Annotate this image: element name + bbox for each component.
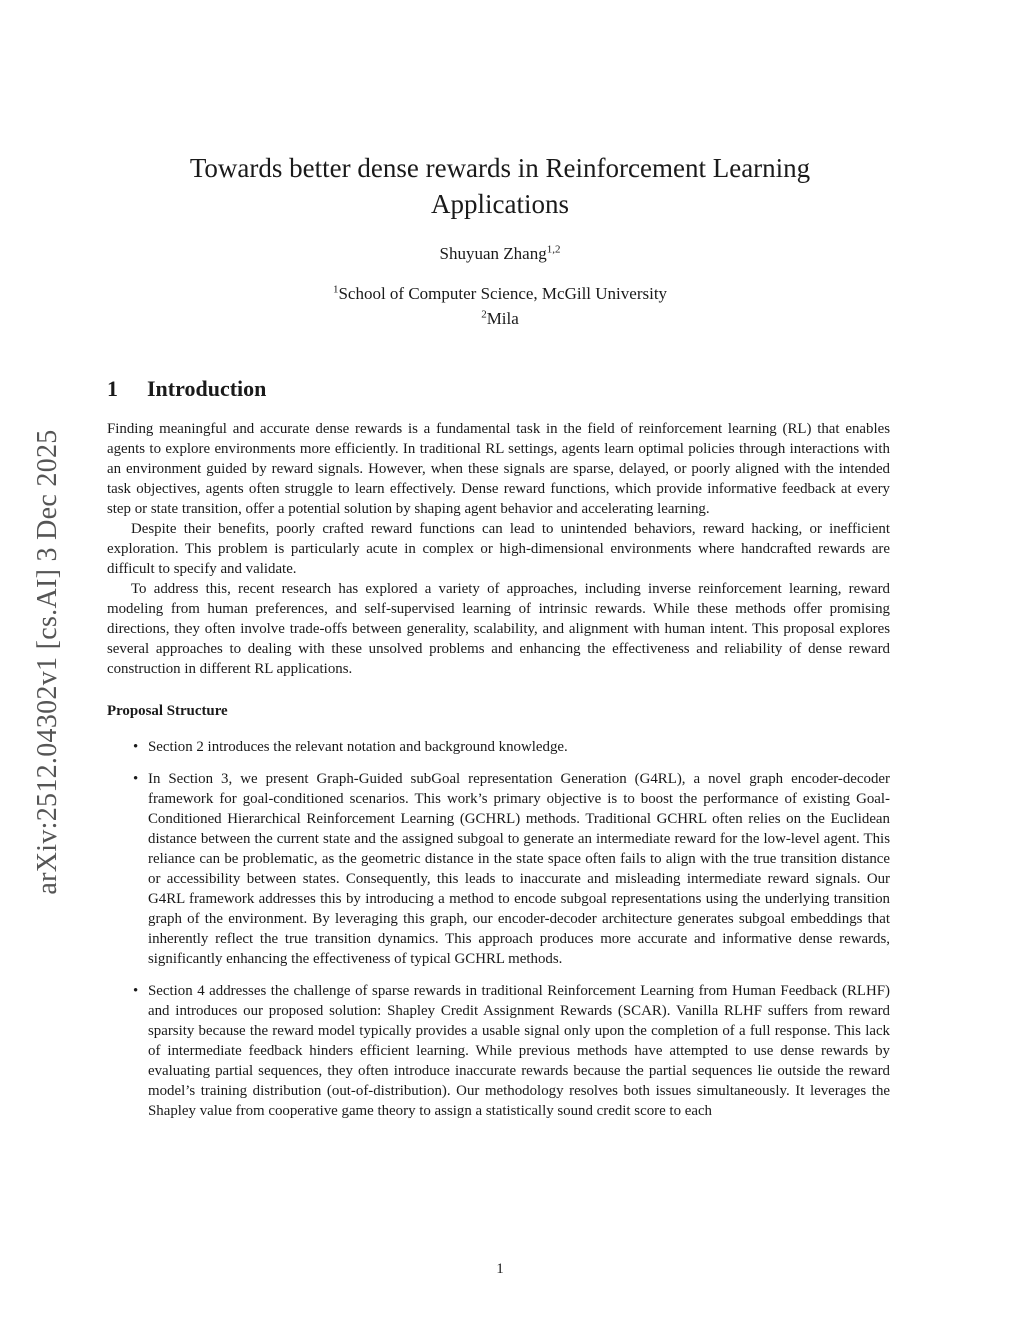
- paragraph: Finding meaningful and accurate dense rewards is a fundamental task in the field of reinforcement learning (RL) that enables agents to explore environments more efficiently. In traditional RL settings, agents learn optimal policies through interactions with an environment guided by reward signals. However, when these signals are sparse, delayed, or poorly aligned with the intended task objectives, agents often struggle to learn effectively. Dense reward functions, which provide informative feedback at every step or state transition, offer a potential solution by shaping agent behavior and accelerating learning.: [107, 421, 890, 517]
- bullet-icon: •: [133, 983, 139, 999]
- list-item: [107, 981, 890, 1121]
- list-item-text: In Section 3, we present Graph-Guided subGoal representation Generation (G4RL), a novel graph encoder-decoder framework for goal-conditioned scenarios. This work’s primary objective is to boost the performance of existing Goal-Conditioned Hierarchical Reinforcement Learning (GCHRL) methods. Traditional GCHRL often relies on the Euclidean distance between the current state and the assigned subgoal to generate an intermediate reward for the low-level agent. This reliance can be problematic, as the geometric distance in the state space often fails to align with the true transition distance or accessibility between states. Consequently, this leads to inaccurate and misleading intermediate reward signals. Our G4RL framework addresses this by introducing a method to encode subgoal representations using the underlying transition graph of the environment. By leveraging this graph, our encoder-decoder architecture generates subgoal embeddings that inherently reflect the true transition dynamics. This approach produces more accurate and informative dense rewards, significantly enhancing the effectiveness of typical GCHRL methods.: [148, 771, 890, 967]
- list-item-text: Section 4 addresses the challenge of sparse rewards in traditional Reinforcement Learning from Human Feedback (RLHF) and introduces our proposed solution: Shapley Credit Assignment Rewards (SCAR). Vanilla RLHF suffers from reward sparsity because the reward model typically provides a usable signal only upon the completion of a full response. This lack of intermediate feedback hinders efficient learning. While previous methods have attempted to use dense rewards by evaluating partial sequences, they often introduce inaccurate rewards because the partial sequences lie outside the reward model’s training distribution (out-of-distribution). Our methodology resolves both issues simultaneously. It leverages the Shapley value from cooperative game theory to assign a statistically sound credit score to each: [148, 983, 890, 1119]
- affiliation-name: School of Computer Science, McGill University: [338, 284, 668, 303]
- author-line: [0, 244, 1000, 264]
- subheading-proposal-structure: Proposal Structure: [107, 703, 228, 719]
- page-number: 1: [496, 1261, 504, 1277]
- list-item-text: Section 2 introduces the relevant notation and background knowledge.: [148, 739, 568, 755]
- proposal-list: [107, 737, 890, 1121]
- section-title: Introduction: [147, 376, 267, 401]
- affiliation-mark: 2: [481, 308, 487, 321]
- section-heading: [107, 376, 266, 402]
- list-item: [107, 737, 890, 757]
- section-body: [107, 419, 890, 1133]
- arxiv-identifier: arXiv:2512.04302v1 [cs.AI] 3 Dec 2025: [32, 429, 63, 895]
- author-affiliation-marks: 1,2: [546, 243, 561, 256]
- bullet-icon: •: [133, 739, 139, 755]
- affiliation-2: [0, 309, 1000, 329]
- author-name: Shuyuan Zhang: [439, 244, 547, 263]
- affiliation-1: [0, 284, 1000, 304]
- paper-title: Towards better dense rewards in Reinforcement Learning Applications: [189, 153, 811, 219]
- section-number: 1: [107, 376, 118, 401]
- affiliation-name: Mila: [486, 309, 519, 328]
- paragraph: Despite their benefits, poorly crafted reward functions can lead to unintended behaviors, reward hacking, or inefficient exploration. This problem is particularly acute in complex or high-dimensional environments where handcrafted rewards are difficult to specify and validate.: [107, 521, 890, 577]
- list-item: [107, 769, 890, 969]
- bullet-icon: •: [133, 771, 139, 787]
- affiliation-mark: 1: [332, 283, 339, 296]
- paragraph: To address this, recent research has explored a variety of approaches, including inverse reinforcement learning, reward modeling from human preferences, and self-supervised learning of intrinsic rewards. While these methods offer promising directions, they often involve trade-offs between generality, scalability, and alignment with human intent. This proposal explores several approaches to dealing with these unsolved problems and enhancing the effectiveness and reliability of dense reward construction in different RL applications.: [107, 581, 890, 677]
